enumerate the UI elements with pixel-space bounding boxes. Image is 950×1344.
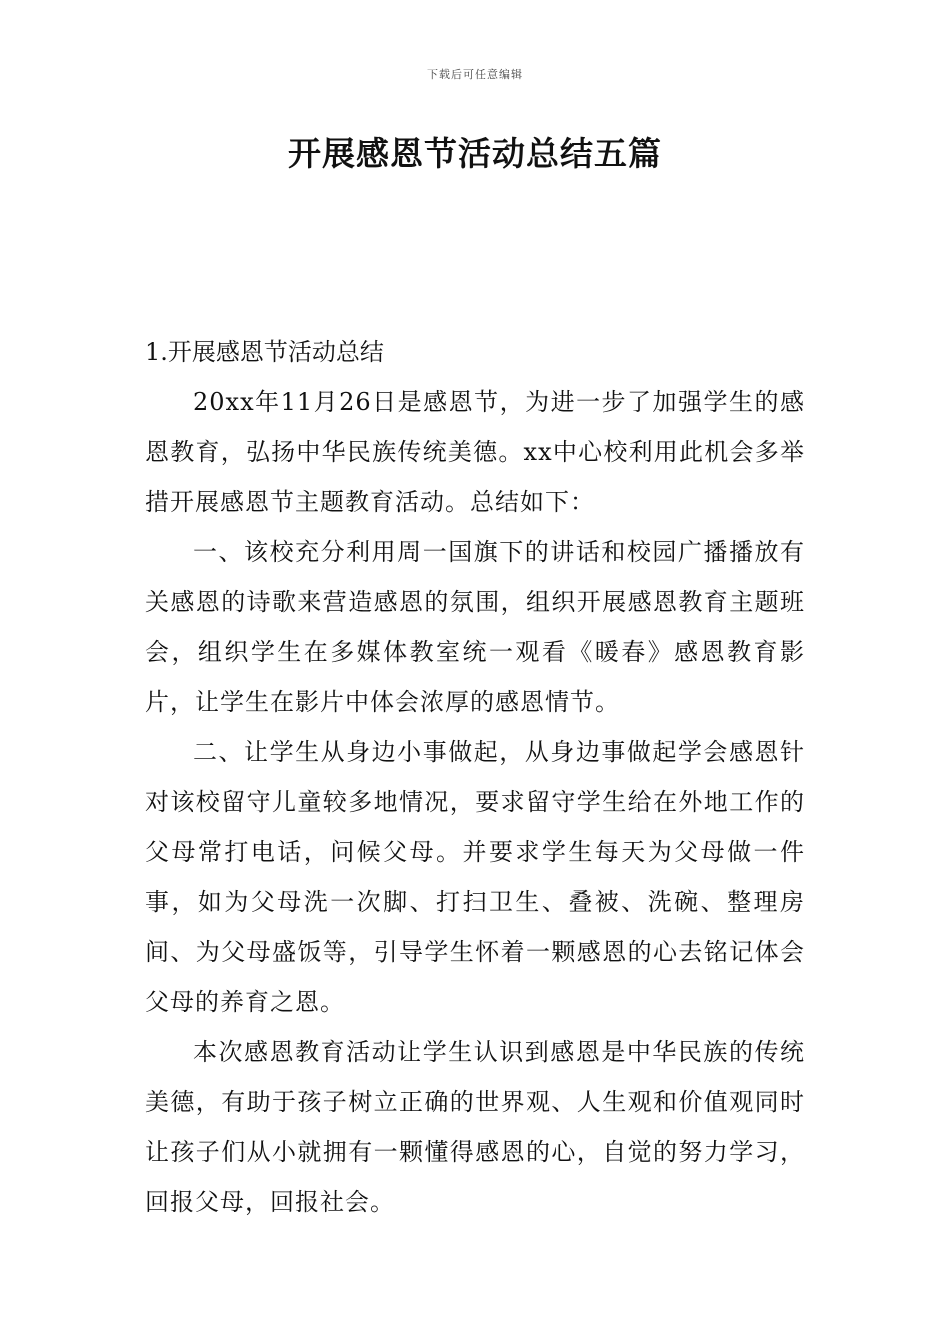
- paragraph-2: 一、该校充分利用周一国旗下的讲话和校园广播播放有关感恩的诗歌来营造感恩的氛围，组织开展感恩教育主题班会，组织学生在多媒体教室统一观看《暖春》感恩教育影片，让学生在影片中体会浓厚的感恩情节。: [145, 538, 805, 716]
- paragraph-4: 本次感恩教育活动让学生认识到感恩是中华民族的传统美德，有助于孩子树立正确的世界观、人生观和价值观同时让孩子们从小就拥有一颗懂得感恩的心，自觉的努力学习，回报父母，回报社会。: [145, 1038, 805, 1216]
- section-heading: 1.开展感恩节活动总结: [145, 338, 384, 366]
- document-body: [145, 327, 805, 1227]
- document-title: 开展感恩节活动总结五篇: [288, 134, 662, 173]
- paragraph-3: 二、让学生从身边小事做起，从身边事做起学会感恩针对该校留守儿童较多地情况，要求留守学生给在外地工作的父母常打电话，问候父母。并要求学生每天为父母做一件事，如为父母洗一次脚、打扫卫生、叠被、洗碗、整理房间、为父母盛饭等，引导学生怀着一颗感恩的心去铭记体会父母的养育之恩。: [145, 738, 805, 1016]
- header-note: 下载后可任意编辑: [427, 68, 523, 81]
- paragraph-1: 20xx年11月26日是感恩节，为进一步了加强学生的感恩教育，弘扬中华民族传统美德。xx中心校利用此机会多举措开展感恩节主题教育活动。总结如下：: [145, 388, 805, 516]
